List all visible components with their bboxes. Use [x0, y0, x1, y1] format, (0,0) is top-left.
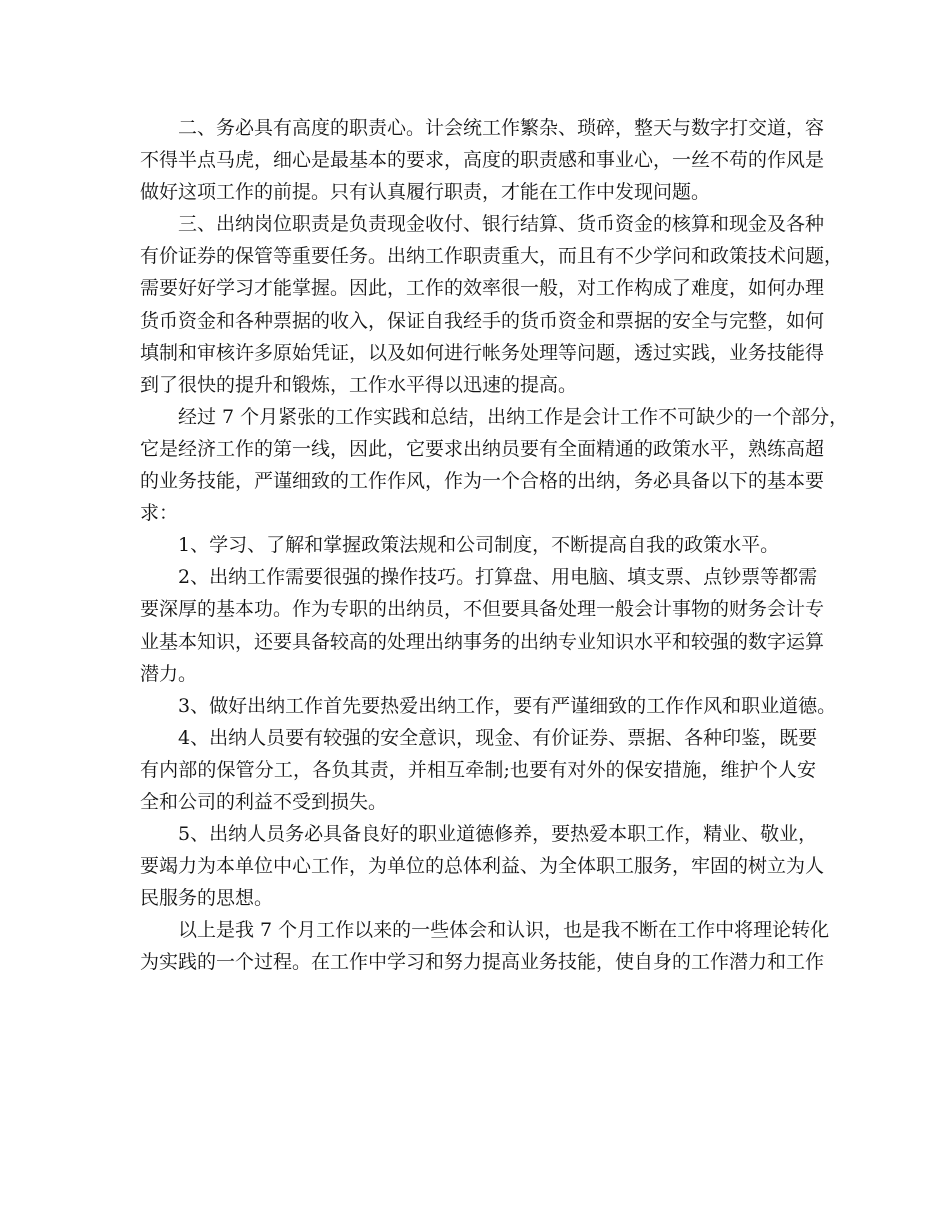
- text-line: 1、学习、了解和掌握政策法规和公司制度，不断提高自我的政策水平。: [178, 534, 780, 557]
- paragraph-conclusion: [140, 914, 830, 978]
- document-body: [140, 112, 849, 979]
- text-line: 填制和审核许多原始凭证，以及如何进行帐务处理等问题，透过实践，业务技能得: [140, 341, 825, 364]
- text-line: 民服务的思想。: [140, 887, 274, 910]
- text-line: 需要好好学习才能掌握。因此，工作的效率很一般，对工作构成了难度，如何办理: [140, 277, 825, 300]
- list-item-2: [140, 561, 825, 689]
- paragraph-cashier-duties: [140, 208, 844, 401]
- text-line: 3、做好出纳工作首先要热爱出纳工作，要有严谨细致的工作作风和职业道德。: [178, 694, 837, 717]
- text-line: 三、出纳岗位职责是负责现金收付、银行结算、货币资金的核算和现金及各种: [178, 213, 825, 236]
- text-line: 5、出纳人员务必具备良好的职业道德修养，要热爱本职工作，精业、敬业，: [178, 823, 818, 846]
- text-line: 不得半点马虎，细心是最基本的要求，高度的职责感和事业心，一丝不苟的作风是: [140, 149, 825, 172]
- text-line: 要深厚的基本功。作为专职的出纳员，不但要具备处理一般会计事物的财务会计专: [140, 598, 825, 621]
- text-line: 它是经济工作的第一线，因此，它要求出纳员要有全面精通的政策水平，熟练高超: [140, 437, 825, 460]
- text-line: 4、出纳人员要有较强的安全意识，现金、有价证券、票据、各种印鉴，既要: [178, 726, 818, 749]
- text-line: 有内部的保管分工，各负其责，并相互牵制;也要有对外的保安措施，维护个人安: [140, 758, 816, 781]
- text-line: 二、务必具有高度的职责心。计会统工作繁杂、琐碎，整天与数字打交道，容: [178, 117, 825, 139]
- text-line: 到了很快的提升和锻炼，工作水平得以迅速的提高。: [140, 373, 578, 396]
- text-line: 全和公司的利益不受到损失。: [140, 790, 388, 813]
- text-line: 的业务技能，严谨细致的工作作风，作为一个合格的出纳，务必具备以下的基本要: [140, 470, 825, 493]
- text-line: 求：: [140, 502, 179, 525]
- list-item-3: [140, 690, 837, 722]
- list-item-5: [140, 818, 825, 914]
- text-line: 货币资金和各种票据的收入，保证自我经手的货币资金和票据的安全与完整，如何: [140, 309, 825, 332]
- text-line: 经过 7 个月紧张的工作实践和总结，出纳工作是会计工作不可缺少的一个部分，: [178, 405, 849, 428]
- text-line: 要竭力为本单位中心工作，为单位的总体利益、为全体职工服务，牢固的树立为人: [140, 855, 825, 878]
- text-line: 为实践的一个过程。在工作中学习和努力提高业务技能，使自身的工作潜力和工作: [140, 951, 825, 974]
- text-line: 2、出纳工作需要很强的操作技巧。打算盘、用电脑、填支票、点钞票等都需: [178, 566, 818, 589]
- list-item-1: [140, 529, 816, 561]
- text-line: 业基本知识，还要具备较高的处理出纳事务的出纳专业知识水平和较强的数字运算: [140, 630, 825, 653]
- text-line: 做好这项工作的前提。只有认真履行职责，才能在工作中发现问题。: [140, 181, 711, 204]
- text-line: 潜力。: [140, 662, 198, 685]
- text-line: 以上是我 7 个月工作以来的一些体会和认识，也是我不断在工作中将理论转化: [178, 919, 830, 942]
- text-line: 有价证券的保管等重要任务。出纳工作职责重大，而且有不少学问和政策技术问题，: [140, 245, 844, 268]
- paragraph-summary-requirements: [140, 401, 849, 529]
- list-item-4: [140, 722, 816, 818]
- paragraph-duty-responsibility: [140, 112, 825, 208]
